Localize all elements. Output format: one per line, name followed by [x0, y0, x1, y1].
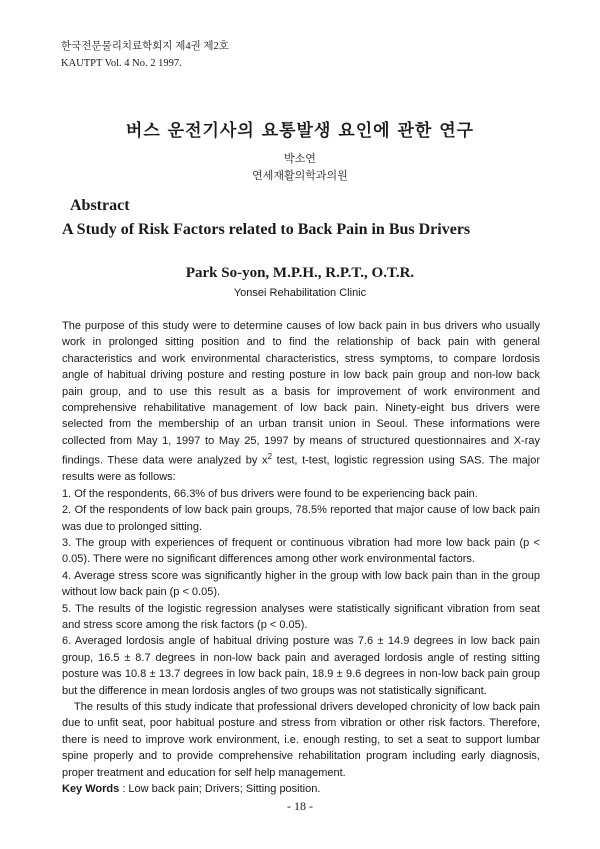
chi-square-superscript: 2	[267, 452, 273, 462]
result-item: 5. The results of the logistic regression analyses were statistically significant vibration from seat and stress score among the risk factors (p < 0.05).	[62, 602, 540, 631]
journal-korean-line: 한국전문물리치료학회지 제4권 제2호	[61, 41, 229, 52]
result-item: 3. The group with experiences of frequent or continuous vibration had more low back pain (p < 0.05). There were no significant differences among other work environmental factors.	[62, 536, 540, 566]
journal-header	[61, 38, 229, 72]
korean-author-block	[0, 150, 600, 184]
result-item: 4. Average stress score was significantly higher in the group with low back pain than in the group without low back pain (p < 0.05).	[62, 569, 540, 599]
korean-author-affiliation: 연세재활의학과의원	[252, 169, 348, 182]
english-author-name: Park So-yon, M.P.H., R.P.T., O.T.R.	[185, 265, 415, 281]
result-item: 1. Of the respondents, 66.3% of bus drivers were found to be experiencing back pain.	[62, 487, 478, 500]
keywords-line	[62, 781, 540, 797]
abstract-heading: Abstract	[70, 197, 130, 214]
result-item: 6. Averaged lordosis angle of habitual driving posture was 7.6 ± 14.9 degrees in low back pain group, 16.5 ± 8.7 degrees in non-low back pain and averaged lordosis angle of resting sitting posture was 10.8 ± 13.7 degrees in low back pain, 18.9 ± 9.6 degrees in non-low back pain group but the difference in mean lordosis angles of two groups was not statistically significant.	[62, 635, 540, 697]
keywords-text: : Low back pain; Drivers; Sitting position.	[119, 783, 321, 796]
abstract-intro	[62, 318, 540, 486]
english-author-affiliation: Yonsei Rehabilitation Clinic	[233, 287, 367, 299]
abstract-body	[62, 318, 540, 797]
korean-title: 버스 운전기사의 요통발생 요인에 관한 연구	[125, 121, 475, 141]
result-item: 2. Of the respondents of low back pain groups, 78.5% reported that major cause of low back pain was due to prolonged sitting.	[62, 504, 540, 533]
english-title: A Study of Risk Factors related to Back Pain in Bus Drivers	[62, 221, 471, 238]
abstract-intro-text-continued: test, t-test, logistic regression using SAS. The major results were as follows:	[62, 454, 540, 484]
keywords-label: Key Words	[62, 783, 120, 796]
korean-author-name: 박소연	[284, 152, 316, 165]
abstract-conclusion: The results of this study indicate that professional drivers developed chronicity of low back pain due to unfit seat, poor habitual posture and stress from vibration or other risk factors. Therefore, there is need to improve work environment, i.e. enough resting, to set a seat to support lumbar spine properly and to provide comprehensive rehabilitation program including early diagnosis, proper treatment and education for self help management.	[62, 701, 540, 779]
abstract-intro-text: The purpose of this study were to determine causes of low back pain in bus drivers who usually work in prolonged sitting position and to find the relationship of back pain with general characteristics and work environmental characteristics, stress symptoms, to compare lordosis angle of habitual driving posture and resting posture in low back pain group and non-low back pain group, and to use this result as a basis for improvement of work environment and comprehensive rehabilitative management of low back pain. Ninety-eight bus drivers were selected from the membership of an urban transit union in Seoul. These informations were collected from May 1, 1997 to May 25, 1997 by means of structured questionnaires and X-ray findings. These data were analyzed by x	[62, 320, 540, 467]
journal-volume-line: KAUTPT Vol. 4 No. 2 1997.	[61, 58, 182, 69]
page-number: - 18 -	[287, 799, 313, 813]
